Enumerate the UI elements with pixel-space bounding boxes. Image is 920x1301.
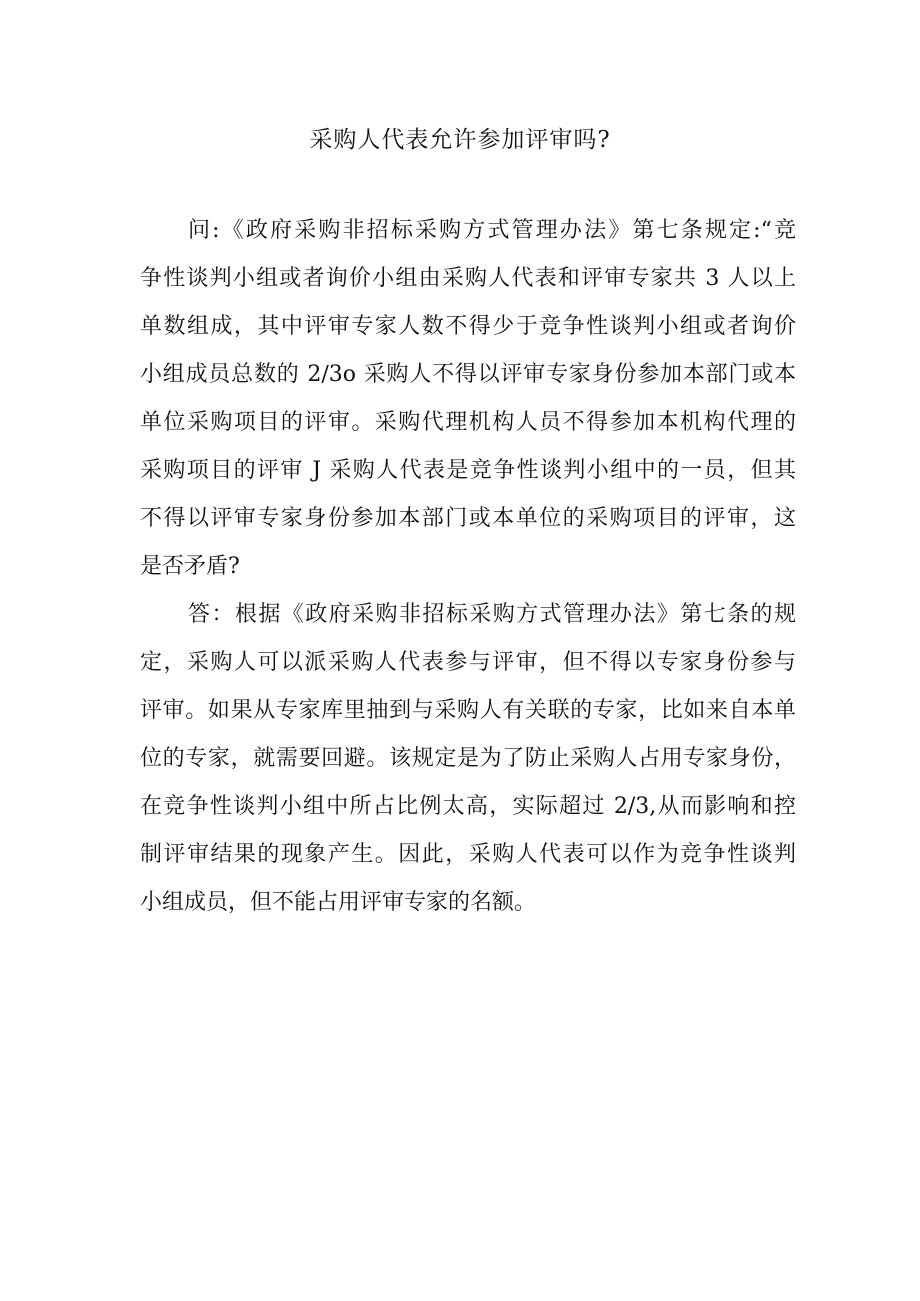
answer-line-6: 制评审结果的现象产生。因此，采购人代表可以作为竞争性谈判 [140, 842, 796, 867]
question-line-3: 单数组成，其中评审专家人数不得少于竞争性谈判小组或者询价 [140, 314, 796, 339]
question-line-1: 问:《政府采购非招标采购方式管理办法》第七条规定:“竞 [188, 218, 796, 243]
question-line-2: 争性谈判小组或者询价小组由采购人代表和评审专家共 3 人以上 [140, 266, 796, 291]
answer-line-5: 在竞争性谈判小组中所占比例太高，实际超过 2/3,从而影响和控 [140, 794, 796, 819]
answer-line-1: 答：根据《政府采购非招标采购方式管理办法》第七条的规 [188, 602, 796, 627]
question-line-4: 小组成员总数的 2∕3o 采购人不得以评审专家身份参加本部门或本 [140, 362, 796, 387]
answer-line-2: 定，采购人可以派采购人代表参与评审，但不得以专家身份参与 [140, 650, 796, 675]
document-title: 采购人代表允许参加评审吗? [309, 127, 611, 153]
answer-line-7: 小组成员，但不能占用评审专家的名额。 [140, 890, 537, 915]
question-line-5: 单位采购项目的评审。采购代理机构人员不得参加本机构代理的 [140, 410, 796, 435]
answer-line-3: 评审。如果从专家库里抽到与采购人有关联的专家，比如来自本单 [140, 698, 796, 723]
question-line-6: 采购项目的评审 J 采购人代表是竞争性谈判小组中的一员，但其 [140, 458, 796, 483]
question-line-7: 不得以评审专家身份参加本部门或本单位的采购项目的评审，这 [140, 506, 796, 531]
question-line-8: 是否矛盾? [140, 554, 240, 579]
answer-line-4: 位的专家，就需要回避。该规定是为了防止采购人占用专家身份， [140, 746, 796, 771]
